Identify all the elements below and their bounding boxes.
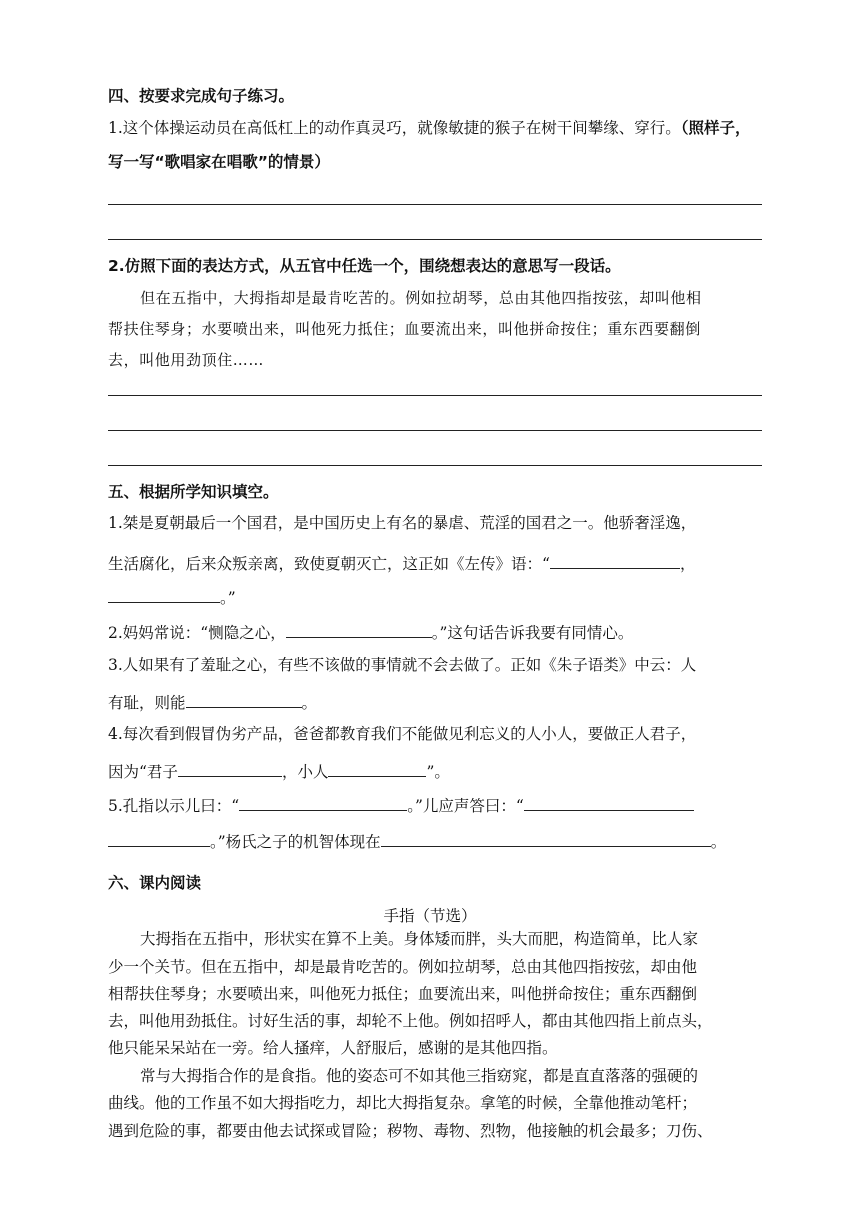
passage-line: 少一个关节。但在五指中，却是最肯吃苦的。例如拉胡琴，总由其他四指按弦，却由他 [108,958,698,976]
fill-blank[interactable] [108,588,220,603]
s4-q1-instruction-end: 写一写“歌唱家在唱歌”的情景） [108,153,330,171]
fill-blank[interactable] [186,693,302,708]
s5-q4-line: 4.每次看到假冒伪劣产品，爸爸都教育我们不能做见利忘义的人小人，要做正人君子， [108,725,697,743]
fill-blank[interactable] [328,762,426,777]
answer-line[interactable] [108,204,762,205]
s5-q3-end: 。 [301,694,318,712]
fill-blank[interactable] [108,832,210,847]
s4-q2-example-line: 去，叫他用劲顶住…… [108,351,265,369]
s5-q5-end: 。 [710,833,727,851]
s4-q2-example-line: 帮扶住琴身；水要喷出来，叫他死力抵住；血要流出来，叫他拼命按住；重东西要翻倒 [108,320,701,338]
answer-line[interactable] [108,239,762,240]
fill-blank[interactable] [524,796,694,811]
s5-q2-line [108,623,633,642]
fill-blank[interactable] [286,623,432,638]
section-5-title: 五、根据所学知识填空。 [108,483,279,501]
section-6-title: 六、课内阅读 [108,874,202,892]
s4-q1-instruction-start: （照样子， [680,119,751,137]
s5-q5-text: 5.孔指以示儿曰：“ [108,797,240,815]
s4-q1-line1 [108,121,751,137]
passage-line: 遇到危险的事，都要由他去试探或冒险；秽物、毒物、烈物，他接触的机会最多；刀伤、 [108,1122,713,1140]
fill-blank[interactable] [550,554,680,569]
s5-q3-line [108,693,317,712]
s5-q4-text: 因为“君子 [108,763,178,781]
s4-q2-example-line: 但在五指中，大拇指却是最肯吃苦的。例如拉胡琴，总由其他四指按弦，却叫他相 [140,289,702,307]
s5-q1-end: 。” [220,589,236,607]
section-4-title: 四、按要求完成句子练习。 [108,87,295,105]
fill-blank[interactable] [178,762,282,777]
passage-line: 相帮扶住琴身；水要喷出来，叫他死力抵住；血要流出来，叫他拼命按住；重东西翻倒 [108,985,698,1003]
s5-q4-line [108,762,450,781]
s5-q4-text-mid: ，小人 [281,763,329,781]
s5-q2-text: 2.妈妈常说：“恻隐之心， [108,624,286,642]
answer-line[interactable] [108,465,762,466]
s5-q3-line: 3.人如果有了羞耻之心，有些不该做的事情就不会去做了。正如《朱子语类》中云：人 [108,656,697,674]
passage-line: 常与大拇指合作的是食指。他的姿态可不如其他三指窈窕，都是直直落落的强硬的 [140,1067,699,1085]
s5-q2-text-end: 。”这句话告诉我要有同情心。 [431,624,634,642]
answer-line[interactable] [108,430,762,431]
s5-q1-line [108,588,236,607]
s5-q5-text-mid: 。”儿应声答曰：“ [407,797,524,815]
s5-q1-comma: ， [679,555,696,573]
s5-q5-text-2: 。”杨氏之子的机智体现在 [210,833,381,851]
s4-q2-title: 2.仿照下面的表达方式，从五官中任选一个，围绕想表达的意思写一段话。 [108,257,621,275]
passage-line: 他只能呆呆站在一旁。给人搔痒，人舒服后，感谢的是其他四指。 [108,1039,558,1057]
s5-q1-line: 1.桀是夏朝最后一个国君，是中国历史上有名的暴虐、荒淫的国君之一。他骄奢淫逸， [108,514,697,532]
passage-line: 去，叫他用劲抵住。讨好生活的事，却轮不上他。例如招呼人，都由其他四指上前点头， [108,1012,713,1030]
fill-blank[interactable] [381,832,711,847]
s5-q5-line [108,796,694,815]
s5-q4-end: ”。 [426,763,450,781]
s5-q5-line [108,832,726,851]
s5-q3-text: 有耻，则能 [108,694,186,712]
passage-line: 曲线。他的工作虽不如大拇指吃力，却比大拇指复杂。拿笔的时候，全靠他推动笔杆； [108,1094,698,1112]
fill-blank[interactable] [239,796,407,811]
passage-title: 手指（节选） [383,907,477,925]
s4-q1-text: 1.这个体操运动员在高低杠上的动作真灵巧，就像敏捷的猴子在树干间攀缘、穿行。 [108,119,681,137]
passage-line: 大拇指在五指中，形状实在算不上美。身体矮而胖，头大而肥，构造简单，比人家 [140,930,699,948]
s5-q1-text: 生活腐化，后来众叛亲离，致使夏朝灭亡，这正如《左传》语：“ [108,555,550,573]
answer-line[interactable] [108,395,762,396]
s5-q1-line [108,554,695,573]
